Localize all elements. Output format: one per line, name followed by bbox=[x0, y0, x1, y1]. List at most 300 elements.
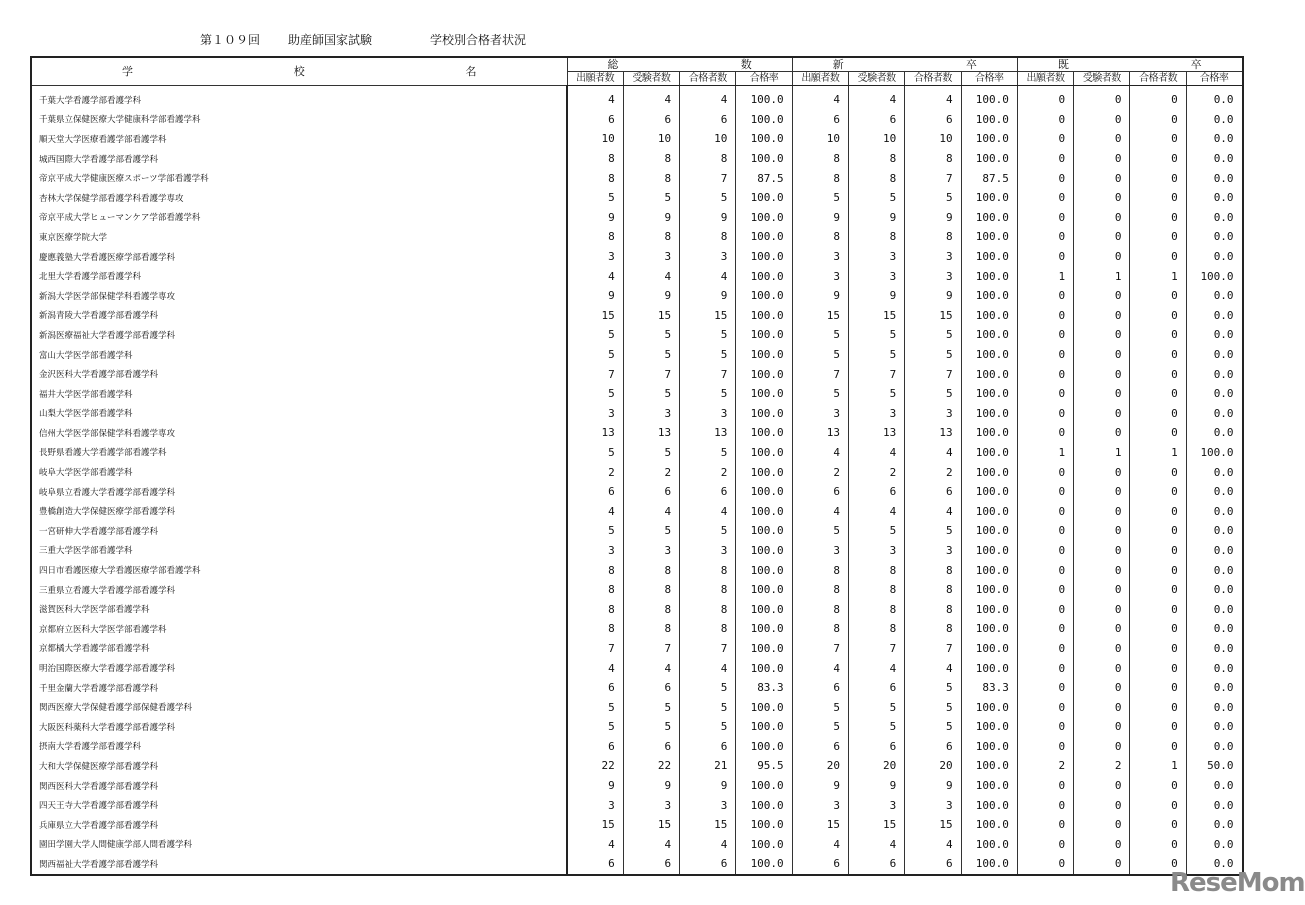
pass-rate-cell: 0.0 bbox=[1186, 129, 1242, 149]
count-cell: 0 bbox=[1017, 227, 1073, 247]
count-cell: 0 bbox=[1130, 697, 1186, 717]
count-cell: 6 bbox=[792, 110, 848, 130]
count-cell: 7 bbox=[792, 639, 848, 659]
pass-rate-cell: 0.0 bbox=[1186, 521, 1242, 541]
count-cell: 3 bbox=[848, 266, 904, 286]
count-cell: 4 bbox=[848, 835, 904, 855]
count-cell: 4 bbox=[848, 501, 904, 521]
pass-rate-cell: 100.0 bbox=[736, 776, 792, 796]
pass-rate-cell: 100.0 bbox=[736, 697, 792, 717]
count-cell: 8 bbox=[905, 560, 961, 580]
table-row bbox=[31, 443, 1243, 463]
table-row bbox=[31, 521, 1243, 541]
pass-rate-cell: 0.0 bbox=[1186, 776, 1242, 796]
table-row bbox=[31, 208, 1243, 228]
count-cell: 8 bbox=[792, 599, 848, 619]
count-cell: 5 bbox=[567, 188, 623, 208]
count-cell: 0 bbox=[1074, 86, 1130, 110]
pass-rate-cell: 0.0 bbox=[1186, 306, 1242, 326]
count-cell: 5 bbox=[792, 717, 848, 737]
count-cell: 6 bbox=[905, 110, 961, 130]
count-cell: 8 bbox=[567, 560, 623, 580]
results-table bbox=[30, 56, 1244, 876]
table-row bbox=[31, 815, 1243, 835]
count-cell: 0 bbox=[1074, 541, 1130, 561]
count-cell: 15 bbox=[623, 815, 679, 835]
column-header: 合格者数 bbox=[905, 72, 961, 86]
pass-rate-cell: 100.0 bbox=[736, 443, 792, 463]
pass-rate-cell: 100.0 bbox=[961, 227, 1017, 247]
count-cell: 4 bbox=[567, 658, 623, 678]
count-cell: 5 bbox=[792, 325, 848, 345]
table-row bbox=[31, 423, 1243, 443]
pass-rate-cell: 0.0 bbox=[1186, 462, 1242, 482]
count-cell: 3 bbox=[792, 266, 848, 286]
school-name: 三重県立看護大学看護学部看護学科 bbox=[31, 580, 567, 600]
count-cell: 9 bbox=[567, 286, 623, 306]
count-cell: 4 bbox=[848, 86, 904, 110]
count-cell: 5 bbox=[680, 188, 736, 208]
school-name: 杏林大学保健学部看護学科看護学専攻 bbox=[31, 188, 567, 208]
count-cell: 3 bbox=[680, 404, 736, 424]
count-cell: 7 bbox=[623, 364, 679, 384]
count-cell: 4 bbox=[623, 835, 679, 855]
count-cell: 9 bbox=[680, 208, 736, 228]
pass-rate-cell: 100.0 bbox=[736, 658, 792, 678]
pass-rate-cell: 100.0 bbox=[961, 599, 1017, 619]
count-cell: 15 bbox=[680, 815, 736, 835]
column-header: 合格率 bbox=[736, 72, 792, 86]
count-cell: 0 bbox=[1017, 247, 1073, 267]
count-cell: 5 bbox=[567, 345, 623, 365]
count-cell: 0 bbox=[1130, 306, 1186, 326]
count-cell: 0 bbox=[1074, 521, 1130, 541]
count-cell: 3 bbox=[623, 541, 679, 561]
table-row bbox=[31, 599, 1243, 619]
count-cell: 15 bbox=[792, 306, 848, 326]
count-cell: 0 bbox=[1130, 678, 1186, 698]
count-cell: 0 bbox=[1017, 110, 1073, 130]
table-row bbox=[31, 795, 1243, 815]
count-cell: 0 bbox=[1017, 501, 1073, 521]
header-char: 校 bbox=[293, 64, 305, 78]
count-cell: 22 bbox=[567, 756, 623, 776]
school-name: 四天王寺大学看護学部看護学科 bbox=[31, 795, 567, 815]
count-cell: 0 bbox=[1130, 247, 1186, 267]
pass-rate-cell: 0.0 bbox=[1186, 835, 1242, 855]
count-cell: 0 bbox=[1017, 306, 1073, 326]
count-cell: 6 bbox=[848, 110, 904, 130]
column-header: 受験者数 bbox=[1074, 72, 1130, 86]
column-header: 出願者数 bbox=[792, 72, 848, 86]
count-cell: 7 bbox=[905, 639, 961, 659]
count-cell: 6 bbox=[567, 110, 623, 130]
count-cell: 5 bbox=[905, 521, 961, 541]
count-cell: 3 bbox=[848, 247, 904, 267]
count-cell: 5 bbox=[680, 345, 736, 365]
pass-rate-cell: 100.0 bbox=[736, 521, 792, 541]
pass-rate-cell: 100.0 bbox=[736, 86, 792, 110]
school-name: 金沢医科大学看護学部看護学科 bbox=[31, 364, 567, 384]
count-cell: 6 bbox=[905, 482, 961, 502]
count-cell: 0 bbox=[1130, 129, 1186, 149]
count-cell: 5 bbox=[567, 384, 623, 404]
count-cell: 5 bbox=[680, 697, 736, 717]
count-cell: 5 bbox=[680, 443, 736, 463]
count-cell: 8 bbox=[567, 227, 623, 247]
pass-rate-cell: 100.0 bbox=[961, 306, 1017, 326]
pass-rate-cell: 0.0 bbox=[1186, 227, 1242, 247]
school-name: 新潟医療福祉大学看護学部看護学科 bbox=[31, 325, 567, 345]
pass-rate-cell: 100.0 bbox=[961, 580, 1017, 600]
count-cell: 4 bbox=[905, 86, 961, 110]
count-cell: 6 bbox=[680, 737, 736, 757]
count-cell: 4 bbox=[680, 266, 736, 286]
count-cell: 9 bbox=[567, 776, 623, 796]
school-name: 関西医療大学保健看護学部保健看護学科 bbox=[31, 697, 567, 717]
count-cell: 4 bbox=[905, 658, 961, 678]
pass-rate-cell: 100.0 bbox=[736, 208, 792, 228]
count-cell: 5 bbox=[905, 384, 961, 404]
pass-rate-cell: 100.0 bbox=[1186, 266, 1242, 286]
count-cell: 5 bbox=[792, 188, 848, 208]
count-cell: 6 bbox=[680, 110, 736, 130]
pass-rate-cell: 100.0 bbox=[961, 345, 1017, 365]
pass-rate-cell: 100.0 bbox=[961, 129, 1017, 149]
school-name: 城西国際大学看護学部看護学科 bbox=[31, 149, 567, 169]
count-cell: 0 bbox=[1017, 286, 1073, 306]
count-cell: 8 bbox=[567, 619, 623, 639]
count-cell: 7 bbox=[792, 364, 848, 384]
count-cell: 0 bbox=[1130, 188, 1186, 208]
pass-rate-cell: 0.0 bbox=[1186, 560, 1242, 580]
count-cell: 2 bbox=[905, 462, 961, 482]
count-cell: 10 bbox=[905, 129, 961, 149]
pass-rate-cell: 0.0 bbox=[1186, 168, 1242, 188]
school-name: 帝京平成大学健康医療スポーツ学部看護学科 bbox=[31, 168, 567, 188]
pass-rate-cell: 100.0 bbox=[961, 482, 1017, 502]
exam-number: 第１０９回 bbox=[200, 33, 261, 47]
pass-rate-cell: 100.0 bbox=[961, 404, 1017, 424]
count-cell: 8 bbox=[680, 619, 736, 639]
count-cell: 10 bbox=[848, 129, 904, 149]
table-row bbox=[31, 501, 1243, 521]
pass-rate-cell: 0.0 bbox=[1186, 384, 1242, 404]
count-cell: 9 bbox=[680, 286, 736, 306]
count-cell: 6 bbox=[792, 737, 848, 757]
count-cell: 9 bbox=[848, 208, 904, 228]
count-cell: 21 bbox=[680, 756, 736, 776]
column-header: 出願者数 bbox=[1017, 72, 1073, 86]
table-row bbox=[31, 266, 1243, 286]
count-cell: 15 bbox=[905, 306, 961, 326]
count-cell: 0 bbox=[1130, 521, 1186, 541]
pass-rate-cell: 100.0 bbox=[736, 815, 792, 835]
count-cell: 0 bbox=[1130, 462, 1186, 482]
count-cell: 0 bbox=[1074, 208, 1130, 228]
count-cell: 0 bbox=[1017, 325, 1073, 345]
count-cell: 7 bbox=[905, 364, 961, 384]
count-cell: 15 bbox=[792, 815, 848, 835]
pass-rate-cell: 0.0 bbox=[1186, 364, 1242, 384]
table-row bbox=[31, 737, 1243, 757]
pass-rate-cell: 100.0 bbox=[736, 345, 792, 365]
pass-rate-cell: 50.0 bbox=[1186, 756, 1242, 776]
table-row bbox=[31, 149, 1243, 169]
count-cell: 3 bbox=[680, 541, 736, 561]
table-row bbox=[31, 325, 1243, 345]
count-cell: 0 bbox=[1017, 815, 1073, 835]
count-cell: 0 bbox=[1017, 599, 1073, 619]
count-cell: 20 bbox=[792, 756, 848, 776]
school-name: 関西医科大学看護学部看護学科 bbox=[31, 776, 567, 796]
count-cell: 8 bbox=[792, 619, 848, 639]
school-name: 豊橋創造大学保健医療学部看護学科 bbox=[31, 501, 567, 521]
count-cell: 5 bbox=[792, 697, 848, 717]
count-cell: 9 bbox=[848, 286, 904, 306]
count-cell: 10 bbox=[680, 129, 736, 149]
pass-rate-cell: 100.0 bbox=[736, 580, 792, 600]
count-cell: 4 bbox=[792, 835, 848, 855]
count-cell: 0 bbox=[1017, 795, 1073, 815]
pass-rate-cell: 100.0 bbox=[1186, 443, 1242, 463]
pass-rate-cell: 100.0 bbox=[961, 835, 1017, 855]
pass-rate-cell: 100.0 bbox=[961, 423, 1017, 443]
count-cell: 2 bbox=[623, 462, 679, 482]
table-row bbox=[31, 129, 1243, 149]
count-cell: 0 bbox=[1130, 384, 1186, 404]
pass-rate-cell: 100.0 bbox=[736, 423, 792, 443]
count-cell: 8 bbox=[680, 599, 736, 619]
count-cell: 15 bbox=[848, 306, 904, 326]
count-cell: 7 bbox=[905, 168, 961, 188]
count-cell: 0 bbox=[1074, 110, 1130, 130]
count-cell: 9 bbox=[623, 208, 679, 228]
pass-rate-cell: 0.0 bbox=[1186, 325, 1242, 345]
school-name: 岐阜大学医学部看護学科 bbox=[31, 462, 567, 482]
count-cell: 0 bbox=[1074, 795, 1130, 815]
count-cell: 0 bbox=[1074, 286, 1130, 306]
count-cell: 0 bbox=[1130, 717, 1186, 737]
count-cell: 0 bbox=[1130, 619, 1186, 639]
count-cell: 0 bbox=[1017, 423, 1073, 443]
count-cell: 8 bbox=[848, 619, 904, 639]
count-cell: 5 bbox=[848, 521, 904, 541]
count-cell: 3 bbox=[792, 541, 848, 561]
count-cell: 0 bbox=[1074, 168, 1130, 188]
count-cell: 5 bbox=[792, 521, 848, 541]
count-cell: 0 bbox=[1130, 110, 1186, 130]
count-cell: 0 bbox=[1074, 306, 1130, 326]
count-cell: 0 bbox=[1017, 639, 1073, 659]
pass-rate-cell: 100.0 bbox=[736, 306, 792, 326]
pass-rate-cell: 0.0 bbox=[1186, 188, 1242, 208]
count-cell: 0 bbox=[1017, 717, 1073, 737]
count-cell: 0 bbox=[1074, 678, 1130, 698]
count-cell: 0 bbox=[1074, 737, 1130, 757]
table-row bbox=[31, 364, 1243, 384]
count-cell: 0 bbox=[1074, 384, 1130, 404]
column-header: 出願者数 bbox=[567, 72, 623, 86]
count-cell: 0 bbox=[1017, 560, 1073, 580]
count-cell: 2 bbox=[792, 462, 848, 482]
school-name: 慶應義塾大学看護医療学部看護学科 bbox=[31, 247, 567, 267]
count-cell: 4 bbox=[567, 266, 623, 286]
column-header: 合格者数 bbox=[680, 72, 736, 86]
count-cell: 4 bbox=[680, 658, 736, 678]
header-char: 卒 bbox=[965, 57, 977, 71]
count-cell: 0 bbox=[1130, 345, 1186, 365]
count-cell: 0 bbox=[1074, 227, 1130, 247]
column-header: 合格率 bbox=[961, 72, 1017, 86]
count-cell: 5 bbox=[567, 443, 623, 463]
count-cell: 0 bbox=[1130, 86, 1186, 110]
school-name: 大和大学保健医療学部看護学科 bbox=[31, 756, 567, 776]
count-cell: 0 bbox=[1074, 345, 1130, 365]
count-cell: 7 bbox=[848, 639, 904, 659]
count-cell: 5 bbox=[567, 717, 623, 737]
count-cell: 8 bbox=[905, 580, 961, 600]
count-cell: 0 bbox=[1130, 227, 1186, 247]
count-cell: 5 bbox=[623, 188, 679, 208]
count-cell: 0 bbox=[1074, 501, 1130, 521]
count-cell: 4 bbox=[623, 86, 679, 110]
table-row bbox=[31, 86, 1243, 110]
school-name: 新潟青陵大学看護学部看護学科 bbox=[31, 306, 567, 326]
count-cell: 6 bbox=[623, 110, 679, 130]
count-cell: 2 bbox=[1017, 756, 1073, 776]
group-header-past-graduates bbox=[1017, 57, 1242, 72]
pass-rate-cell: 100.0 bbox=[736, 599, 792, 619]
count-cell: 1 bbox=[1130, 756, 1186, 776]
count-cell: 8 bbox=[848, 580, 904, 600]
count-cell: 9 bbox=[680, 776, 736, 796]
pass-rate-cell: 100.0 bbox=[736, 149, 792, 169]
count-cell: 6 bbox=[848, 678, 904, 698]
count-cell: 8 bbox=[792, 580, 848, 600]
report-subject: 学校別合格者状況 bbox=[430, 33, 527, 47]
count-cell: 0 bbox=[1130, 639, 1186, 659]
count-cell: 5 bbox=[905, 325, 961, 345]
count-cell: 5 bbox=[905, 717, 961, 737]
count-cell: 13 bbox=[848, 423, 904, 443]
count-cell: 0 bbox=[1130, 482, 1186, 502]
pass-rate-cell: 0.0 bbox=[1186, 815, 1242, 835]
count-cell: 3 bbox=[792, 795, 848, 815]
count-cell: 8 bbox=[792, 149, 848, 169]
pass-rate-cell: 0.0 bbox=[1186, 737, 1242, 757]
count-cell: 5 bbox=[680, 325, 736, 345]
count-cell: 8 bbox=[623, 599, 679, 619]
count-cell: 0 bbox=[1130, 404, 1186, 424]
school-name: 富山大学医学部看護学科 bbox=[31, 345, 567, 365]
count-cell: 20 bbox=[905, 756, 961, 776]
count-cell: 0 bbox=[1130, 541, 1186, 561]
table-row bbox=[31, 697, 1243, 717]
count-cell: 4 bbox=[848, 443, 904, 463]
table-row bbox=[31, 639, 1243, 659]
count-cell: 8 bbox=[567, 599, 623, 619]
pass-rate-cell: 100.0 bbox=[961, 521, 1017, 541]
count-cell: 0 bbox=[1017, 149, 1073, 169]
count-cell: 7 bbox=[680, 364, 736, 384]
count-cell: 3 bbox=[623, 247, 679, 267]
pass-rate-cell: 83.3 bbox=[736, 678, 792, 698]
count-cell: 20 bbox=[848, 756, 904, 776]
count-cell: 0 bbox=[1130, 208, 1186, 228]
count-cell: 8 bbox=[905, 227, 961, 247]
count-cell: 3 bbox=[905, 266, 961, 286]
count-cell: 5 bbox=[680, 521, 736, 541]
count-cell: 5 bbox=[905, 678, 961, 698]
count-cell: 0 bbox=[1017, 188, 1073, 208]
pass-rate-cell: 100.0 bbox=[961, 541, 1017, 561]
count-cell: 10 bbox=[792, 129, 848, 149]
pass-rate-cell: 100.0 bbox=[961, 815, 1017, 835]
count-cell: 6 bbox=[623, 482, 679, 502]
pass-rate-cell: 95.5 bbox=[736, 756, 792, 776]
count-cell: 0 bbox=[1130, 325, 1186, 345]
pass-rate-cell: 100.0 bbox=[961, 795, 1017, 815]
count-cell: 6 bbox=[623, 678, 679, 698]
document-title bbox=[200, 31, 554, 48]
count-cell: 5 bbox=[848, 345, 904, 365]
count-cell: 3 bbox=[567, 247, 623, 267]
count-cell: 0 bbox=[1130, 795, 1186, 815]
count-cell: 1 bbox=[1130, 266, 1186, 286]
count-cell: 0 bbox=[1130, 815, 1186, 835]
count-cell: 0 bbox=[1074, 482, 1130, 502]
pass-rate-cell: 100.0 bbox=[961, 756, 1017, 776]
count-cell: 0 bbox=[1130, 835, 1186, 855]
count-cell: 5 bbox=[623, 345, 679, 365]
count-cell: 5 bbox=[623, 717, 679, 737]
count-cell: 0 bbox=[1074, 776, 1130, 796]
count-cell: 10 bbox=[567, 129, 623, 149]
count-cell: 0 bbox=[1130, 599, 1186, 619]
count-cell: 0 bbox=[1074, 835, 1130, 855]
count-cell: 4 bbox=[792, 501, 848, 521]
pass-rate-cell: 100.0 bbox=[961, 110, 1017, 130]
count-cell: 2 bbox=[567, 462, 623, 482]
school-name: 兵庫県立大学看護学部看護学科 bbox=[31, 815, 567, 835]
table-row bbox=[31, 306, 1243, 326]
pass-rate-cell: 100.0 bbox=[736, 110, 792, 130]
count-cell: 9 bbox=[792, 776, 848, 796]
count-cell: 5 bbox=[623, 521, 679, 541]
header-char: 名 bbox=[465, 64, 477, 78]
table-row bbox=[31, 835, 1243, 855]
count-cell: 13 bbox=[792, 423, 848, 443]
count-cell: 5 bbox=[848, 717, 904, 737]
pass-rate-cell: 100.0 bbox=[961, 364, 1017, 384]
count-cell: 0 bbox=[1130, 560, 1186, 580]
table-row bbox=[31, 168, 1243, 188]
pass-rate-cell: 0.0 bbox=[1186, 110, 1242, 130]
count-cell: 0 bbox=[1017, 580, 1073, 600]
count-cell: 9 bbox=[567, 208, 623, 228]
table-row bbox=[31, 541, 1243, 561]
count-cell: 3 bbox=[905, 247, 961, 267]
school-name-header bbox=[31, 57, 567, 86]
count-cell: 5 bbox=[623, 325, 679, 345]
count-cell: 0 bbox=[1017, 521, 1073, 541]
count-cell: 9 bbox=[905, 286, 961, 306]
table-row bbox=[31, 188, 1243, 208]
count-cell: 3 bbox=[792, 404, 848, 424]
pass-rate-cell: 87.5 bbox=[736, 168, 792, 188]
school-name: 四日市看護医療大学看護医療学部看護学科 bbox=[31, 560, 567, 580]
